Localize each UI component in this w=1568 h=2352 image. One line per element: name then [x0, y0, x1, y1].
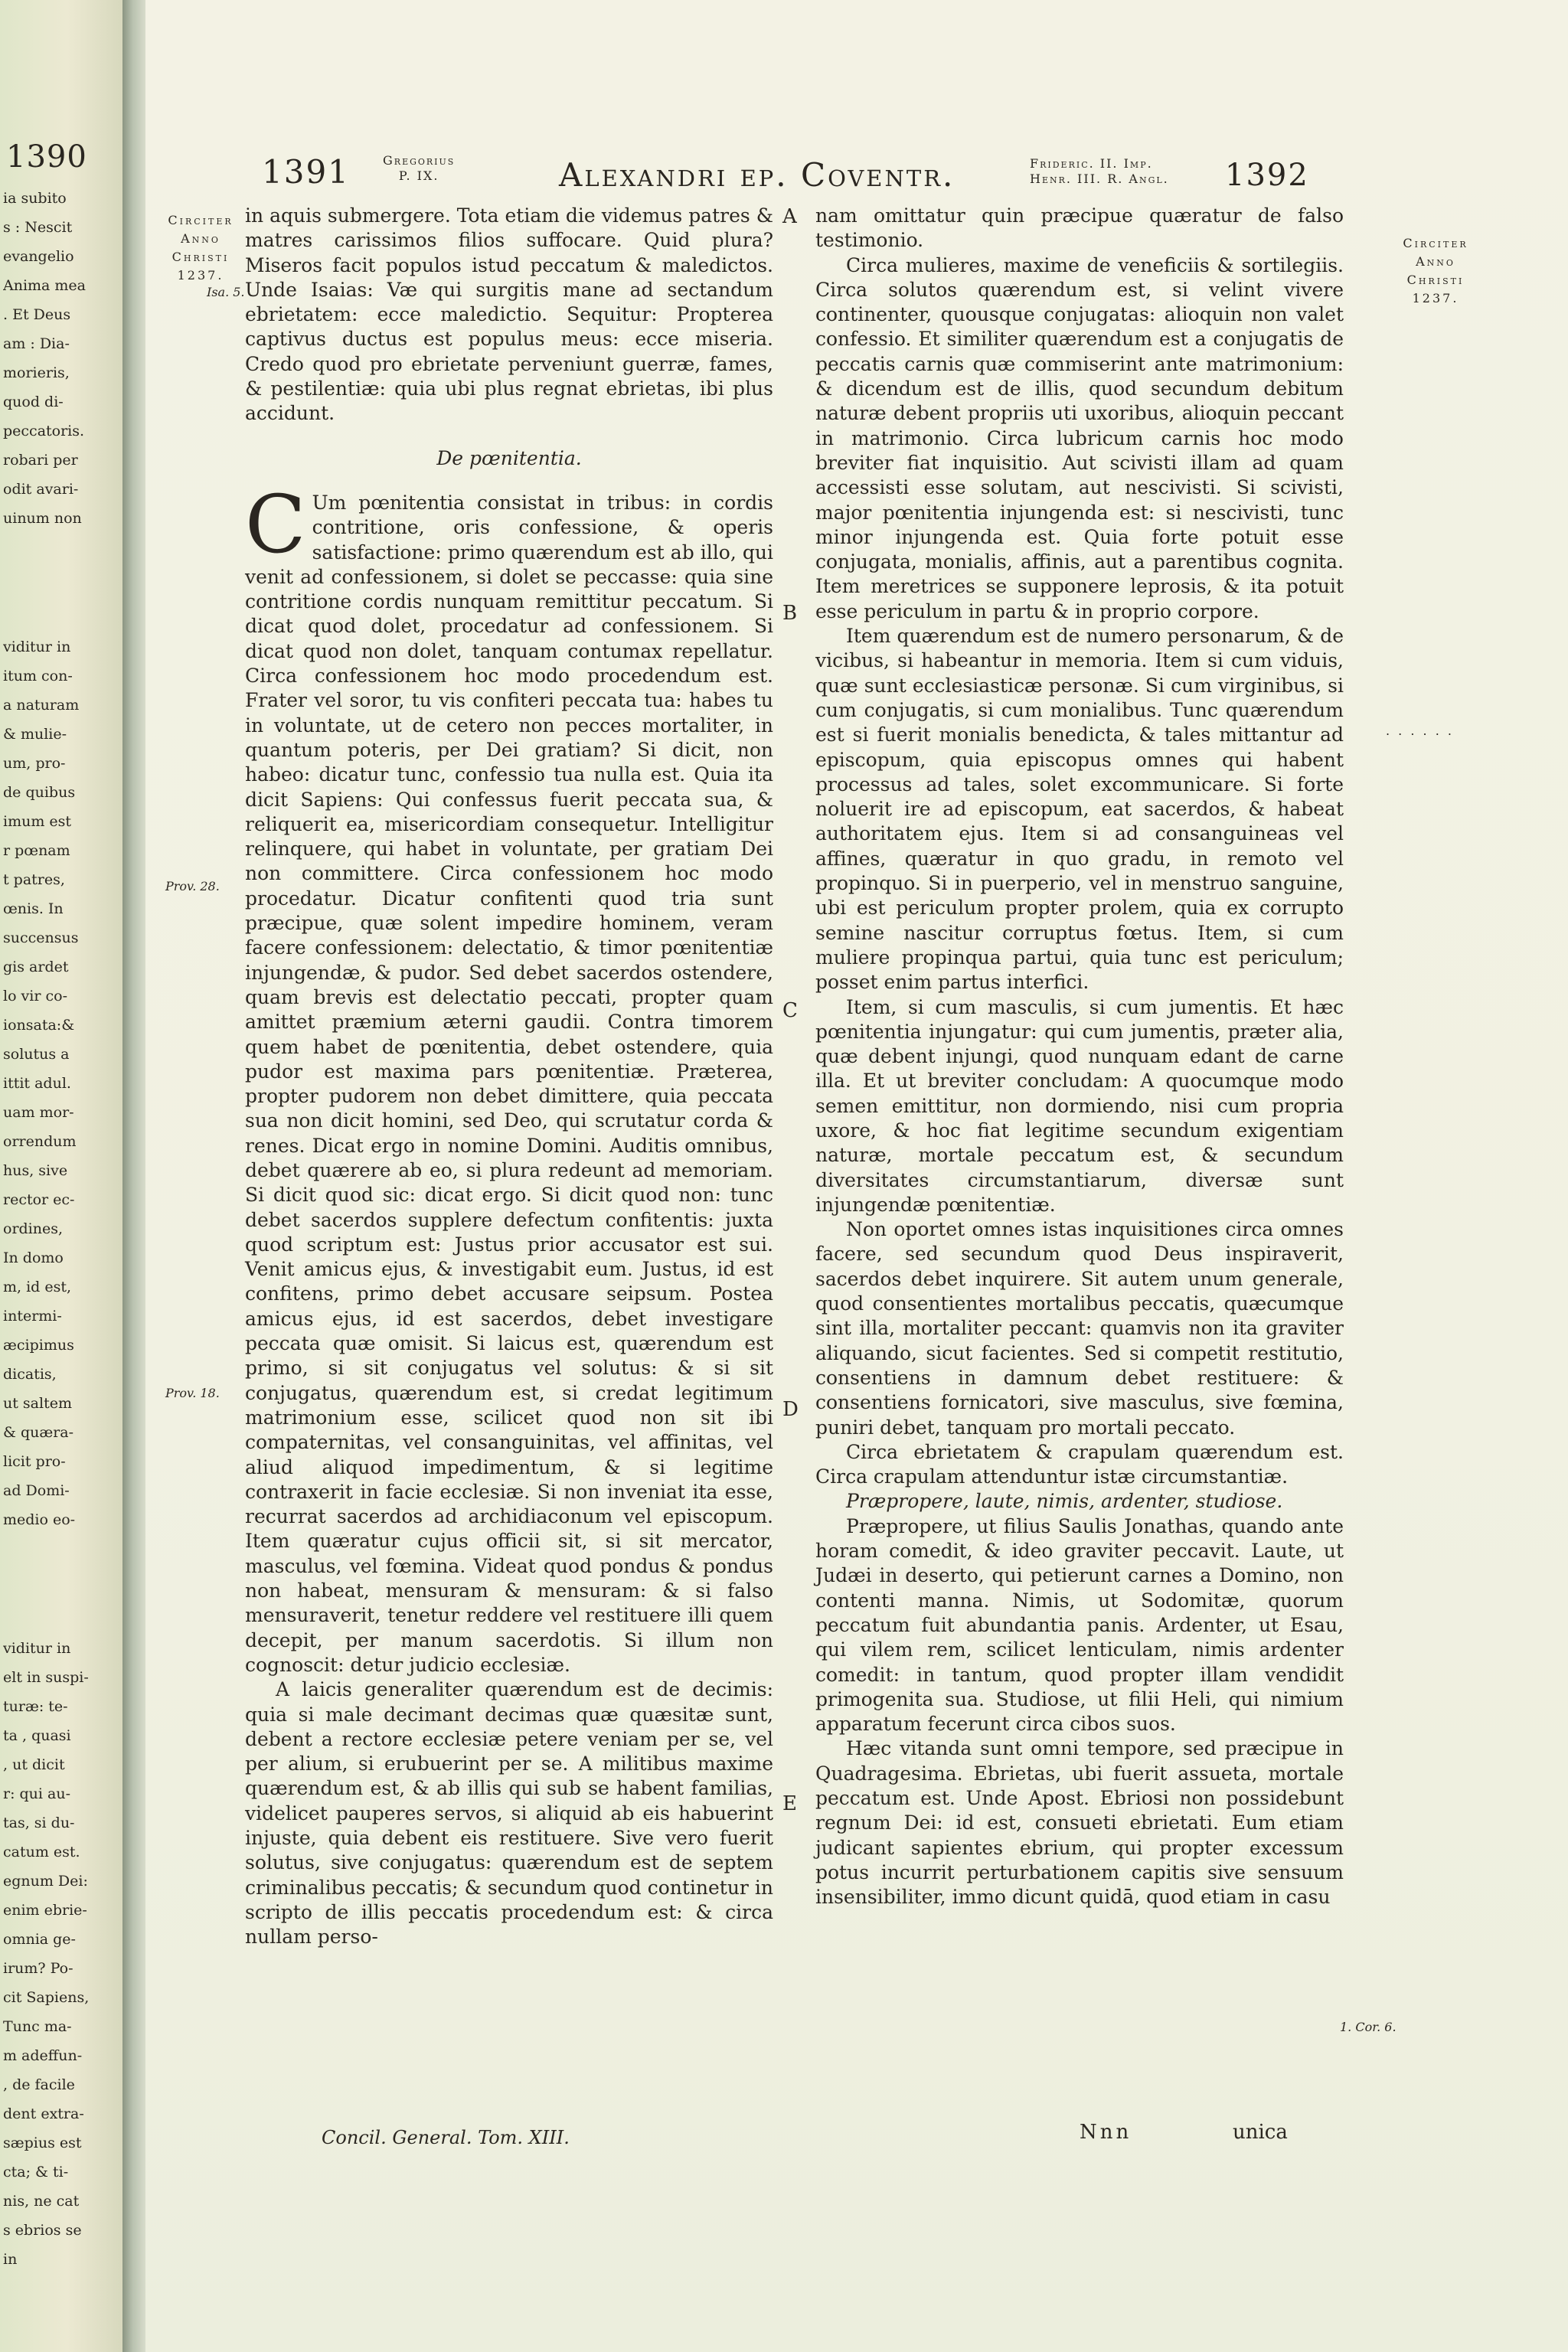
previous-page-line: am : Dia- — [3, 335, 70, 352]
previous-page-line: r pœnam — [3, 842, 70, 859]
margin-ref-proverbs-28: Prov. 28. — [165, 879, 220, 893]
previous-page-line: elt in suspi- — [3, 1669, 89, 1686]
previous-page-line: uinum non — [3, 510, 82, 527]
text-column-right — [815, 204, 1344, 1909]
margin-date-line: Christi — [172, 250, 230, 264]
previous-page-line: uam mor- — [3, 1104, 74, 1121]
previous-page-line: & quæra- — [3, 1424, 74, 1441]
previous-page-edge — [0, 0, 122, 2352]
previous-page-line: odit avari- — [3, 481, 79, 498]
previous-page-line: hus, sive — [3, 1162, 68, 1179]
previous-page-line: ionsata:& — [3, 1017, 75, 1034]
margin-date-line: Christi — [1406, 273, 1465, 287]
header-title: Alexandri ep. Coventr. — [559, 156, 956, 194]
previous-page-line: nis, ne cat — [3, 2193, 80, 2210]
footer-catchword: unica — [1233, 2121, 1288, 2144]
section-letter-d: D — [782, 1398, 799, 1421]
paragraph-inquisitiones: Non oportet omnes istas inquisitiones circa omnes facere, sed secundum quod Deus inspiraverit, sacerdos debet inquirere. Sit autem unum generale, quod consentientes mortalibus peccatis, quæcumque sint illa, mortaliter peccant: quamvis non ita graviter aliquando, sicut facientes. Sed si competit restitutio, consentiens in damnum debet restituere: & consentiens fornicatori, sive masculus, sive fœmina, puniri debet, tanquam pro mortali peccato. — [815, 1218, 1344, 1439]
header-pope-name: Gregorius — [383, 153, 456, 168]
previous-page-line: gis ardet — [3, 959, 69, 975]
book-gutter — [122, 0, 145, 2352]
margin-dots: . . . . . . — [1386, 724, 1454, 738]
previous-page-line: orrendum — [3, 1133, 77, 1150]
previous-page-line: In domo — [3, 1250, 64, 1266]
margin-ref-isaiah: Isa. 5. — [207, 285, 245, 299]
previous-page-line: ta , quasi — [3, 1727, 71, 1744]
margin-date-line: Anno — [1416, 254, 1455, 269]
previous-page-line: s : Nescit — [3, 219, 73, 236]
previous-page-line: ordines, — [3, 1220, 64, 1237]
previous-page-line: turæ: te- — [3, 1698, 68, 1715]
header-pope-number: P. IX. — [398, 168, 439, 183]
margin-date-right — [1393, 234, 1478, 308]
header-rulers — [1030, 156, 1169, 187]
previous-page-number: 1390 — [6, 139, 87, 175]
previous-page-line: ad Domi- — [3, 1482, 70, 1499]
page-number-right: 1392 — [1225, 158, 1309, 193]
previous-page-line: viditur in — [3, 639, 71, 655]
previous-page-line: m adeffun- — [3, 2047, 83, 2064]
margin-date-line: 1237. — [177, 268, 224, 283]
previous-page-line: solutus a — [3, 1046, 70, 1063]
header-king: Henr. III. R. Angl. — [1030, 172, 1169, 186]
paragraph-poenitentia-text: Um pœnitentia consistat in tribus: in cordis contritione, oris confessione, & operis satisfactione: primo quærendum est ab illo, qui venit ad confessionem, si dolet se peccasse: quia sine contritione cordis nunquam remittitur peccatum. Si dicat quod dolet, procedatur ad confessionem. Si dicat quod non dolet, tanquam contumax repellatur. Circa confessionem hoc modo procedendum est. Frater vel soror, tu vis confiteri peccata tua: habes tu in voluntate, ut de cetero non pecces mortaliter, in quantum poteris, per Dei gratiam? Si dicit, non habeo: dicatur tunc, confessio tua nulla est. Quia ita dicit Sapiens: Qui confessus fuerit peccata sua, & reliquerit ea, misericordiam consequetur. Intelligitur relinquere, qui habet in voluntate, per gratiam Dei non committere. Circa confessionem hoc modo procedatur. Dicatur confitenti quod tria sunt præcipue, quæ solent impedire hominem, veram facere confessionem: delectatio, & timor pœnitentiæ injungendæ, & pudor. Sed debet sacerdos ostendere, quam brevis est delectatio peccati, propter quam amittet præmium æterni gaudii. Contra timorem quem habet de pœnitentia, debet ostendere, quia pudor est maxima pars pœnitentiæ. Præterea, propter pudorem non debet dimittere, quia peccata sua non dicit homini, sed Deo, qui scrutatur corda & renes. Dicat ergo in nomine Domini. Auditis omnibus, debet quærere ab eo, si plura redeunt ad memoriam. Si dicit quod sic: dicat ergo. Si dicit quod non: tunc debet sacerdos supplere defectum confitentis: juxta quod scriptum est: Justus prior accusator est sui. Venit amicus ejus, & investigabit eum. Justus, id est confitens, primo debet accusare seipsum. Postea amicus ejus, id est sacerdos, debet investigare peccata quæ omisit. Si laicus est, quærendum est primo, si sit conjugatus vel solutus: & si sit conjugatus, quærendum est, si credat legitimum matrimonium esse, scilicet quod non sit ibi compaternitas, vel consanguinitas, vel affinitas, vel aliud aliquod impedimentum, & si legitime contraxerit in facie ecclesiæ. Si non inveniat ita esse, recurrat sacerdos ad archidiaconum vel episcopum. Item quæratur cujus officii sit, si sit mercator, masculus, vel fœmina. Videat quod pondus & pondus non habeat, mensuram & mensuram: & si falso mensuraverit, tenetur reddere vel restituere illi quem decepit, per manum sacerdotis. Si illum non cognoscit: detur judicio ecclesiæ. — [245, 491, 773, 1676]
previous-page-line: sæpius est — [3, 2135, 82, 2151]
margin-ref-proverbs-18: Prov. 18. — [165, 1386, 220, 1400]
margin-ref-corinthians: 1. Cor. 6. — [1340, 2020, 1396, 2034]
section-heading-poenitentia: De pœnitentia. — [436, 446, 582, 469]
margin-date-line: Circiter — [1403, 236, 1468, 250]
previous-page-line: succensus — [3, 929, 79, 946]
previous-page-line: , ut dicit — [3, 1756, 65, 1773]
paragraph-quadragesima: Hæc vitanda sunt omni tempore, sed præcipue in Quadragesima. Ebrietas, ubi fuerit assueta, mortale peccatum est. Unde Apost. Ebriosi non possidebunt regnum Dei: id est, consueti ebrietati. Eum etiam judicant sapientes ebrium, qui propter excessum potus incurrit perturbationem capitis sive sensuum insensibiliter, immo dicunt quidā, quod etiam in casu — [815, 1737, 1344, 1909]
previous-page-line: cta; & ti- — [3, 2164, 69, 2180]
previous-page-line: irum? Po- — [3, 1960, 74, 1977]
previous-page-line: in — [3, 2251, 18, 2268]
margin-date-line: Anno — [181, 231, 220, 246]
paragraph-masculis: Item, si cum masculis, si cum jumentis. Et hæc pœnitentia injungatur: qui cum jumentis, præter alia, quæ debent injungi, quod nunquam edant de carne illa. Et ut breviter concludam: A quocumque modo semen emittitur, non dormiendo, nisi cum propria uxore, & hoc fiat legitime secundum exigentiam naturæ, mortale peccatum est, & secundum diversitates circumstantiarum, diversæ sunt injungendæ pœnitentiæ. — [815, 995, 1344, 1216]
previous-page-line: dent extra- — [3, 2105, 84, 2122]
paragraph-ebrietas: in aquis submergere. Tota etiam die videmus patres & matres carissimos filios suffocare. Quid plura? Miseros facit populos istud peccatum & maledictos. Unde Isaias: Væ qui surgitis mane ad sectandum ebrietatem: ecce maledictio. Sequitur: Propterea captivus ductus est populus meus: ecce miseria. Credo quod pro ebrietate perveniunt guerræ, fames, & pestilentiæ: quia ubi plus regnat ebrietas, ibi plus accidunt. — [245, 204, 773, 425]
previous-page-line: ittit adul. — [3, 1075, 71, 1092]
previous-page-line: m, id est, — [3, 1279, 72, 1295]
previous-page-line: egnum Dei: — [3, 1873, 88, 1890]
paragraph-examples: Præpropere, ut filius Saulis Jonathas, quando ante horam comedit, & ideo graviter peccavit. Laute, ut Judæi in deserto, qui petierunt carnes a Domino, non contenti manna. Nimis, ut Sodomitæ, quorum peccatum fuit abundantia panis. Ardenter, ut Esau, qui vilem rem, scilicet lenticulam, nimis ardenter comedit: in tantum, quod propter illam vendidit primogenita sua. Studiose, ut filii Heli, qui nimium apparatum fecerunt circa cibos suos. — [815, 1514, 1344, 1736]
section-letter-a: A — [782, 205, 797, 228]
margin-date-line: 1237. — [1412, 291, 1459, 305]
previous-page-line: œnis. In — [3, 900, 64, 917]
previous-page-line: quod di- — [3, 394, 64, 410]
previous-page-line: catum est. — [3, 1844, 80, 1860]
previous-page-line: cit Sapiens, — [3, 1989, 90, 2006]
paragraph-decimis: A laicis generaliter quærendum est de decimis: quia si male decimant decimas quæ quæsitæ sunt, debent a rectore ecclesiæ petere veniam per se, vel per alium, si erubuerint per se. A militibus maxime quærendum est, & ab illis qui sub se habent familias, videlicet pauperes servos, si aliquid ab eis habuerint injuste, quia debent eis restituere. Sive vero fuerit solutus, sive conjugatus: quærendum est de septem criminalibus peccatis; & secundum quod continetur in scripto de illis peccatis procedendum est: & circa nullam perso- — [245, 1678, 773, 1949]
previous-page-line: morieris, — [3, 364, 70, 381]
previous-page-line: t patres, — [3, 871, 65, 888]
previous-page-line: ut saltem — [3, 1395, 72, 1412]
previous-page-line: a naturam — [3, 697, 80, 714]
footer-signature: Nnn — [1080, 2121, 1132, 2144]
previous-page-gap — [3, 1534, 118, 1634]
header-emperor: Frideric. II. Imp. — [1030, 156, 1153, 171]
previous-page-line: , de facile — [3, 2076, 75, 2093]
section-letter-c: C — [782, 999, 798, 1022]
section-letter-b: B — [782, 602, 798, 625]
previous-page-text — [3, 184, 118, 2274]
previous-page-line: enim ebrie- — [3, 1902, 87, 1919]
previous-page-line: itum con- — [3, 668, 73, 684]
previous-page-line: rector ec- — [3, 1191, 75, 1208]
previous-page-line: lo vir co- — [3, 988, 67, 1004]
previous-page-line: tas, si du- — [3, 1815, 75, 1831]
previous-page-line: evangelio — [3, 248, 74, 265]
previous-page-line: de quibus — [3, 784, 76, 801]
footer-volume: Concil. General. Tom. XIII. — [322, 2127, 570, 2148]
previous-page-line: licit pro- — [3, 1453, 66, 1470]
book-page — [145, 0, 1568, 2352]
previous-page-line: s ebrios se — [3, 2222, 82, 2239]
paragraph-circumstantiae-list: Præpropere, laute, nimis, ardenter, studiose. — [846, 1490, 1283, 1513]
page-number-left: 1391 — [262, 153, 350, 191]
margin-date-line: Circiter — [168, 213, 234, 227]
previous-page-line: r: qui au- — [3, 1785, 71, 1802]
previous-page-line: Tunc ma- — [3, 2018, 72, 2035]
previous-page-line: medio eo- — [3, 1511, 76, 1528]
previous-page-line: æcipimus — [3, 1337, 74, 1354]
section-letter-e: E — [782, 1792, 797, 1815]
paragraph-mulieres: Circa mulieres, maxime de veneficiis & sortilegiis. Circa solutos quærendum est, si velint vivere continenter, quousque conjugatas: alioquin non valet confessio. Et similiter quærendum est a conjugatis de peccatis carnis quæ commiserint ante matrimonium: & dicendum est de illis, quod secundum debitum naturæ debent propriis uti uxoribus, alioquin peccant in matrimonio. Circa lubricum carnis hoc modo breviter fiat inquisitio. Aut scivisti illam ad quam accessisti esse solutam, aut nescivisti. Si scivisti, major pœnitentia injungenda est: si nescivisti, tunc minor injungenda est. Quia forte potuit esse conjugata, monialis, affinis, aut a parentibus cognita. Item meretrices se supponere leprosis, & ita potuit esse periculum in partu & in proprio corpore. — [815, 253, 1344, 622]
previous-page-line: Anima mea — [3, 277, 87, 294]
paragraph-crapula: Circa ebrietatem & crapulam quærendum est. Circa crapulam attenduntur istæ circumstantiæ. — [815, 1440, 1344, 1488]
previous-page-line: imum est — [3, 813, 72, 830]
previous-page-line: & mulie- — [3, 726, 67, 743]
previous-page-line: dicatis, — [3, 1366, 57, 1383]
header-pope — [383, 153, 455, 184]
paragraph-poenitentia — [245, 477, 773, 1677]
previous-page-line: ia subito — [3, 190, 67, 207]
drop-cap: C — [245, 477, 306, 571]
paragraph-numero-personarum: Item quærendum est de numero personarum, & de vicibus, si habeantur in memoria. Item si cum viduis, quæ sunt ecclesiasticæ personæ. Si cum virginibus, si cum conjugatis, si cum monialibus. Tunc quærendum est si fuerit monialis benedicta, & tales mittantur ad episcopum, quia episcopus omnes qui habent processus ad tales, solet excommunicare. Si forte noluerit ire ad episcopum, eat sacerdos, & habeat authoritatem ejus. Item si ad consanguineas vel affines, quæratur in quo gradu, in remoto vel propinquo. Si in puerperio, vel in menstruo sanguine, ubi est periculum propter prolem, quia ex corrupto semine nascitur corruptus fœtus. Item, si cum muliere propinqua partui, quia tunc est periculum; posset enim partus interfici. — [815, 625, 1344, 994]
previous-page-line: intermi- — [3, 1308, 62, 1325]
previous-page-line: robari per — [3, 452, 78, 469]
previous-page-line: omnia ge- — [3, 1931, 76, 1948]
previous-page-line: um, pro- — [3, 755, 66, 772]
previous-page-line: . Et Deus — [3, 306, 71, 323]
text-column-left — [245, 204, 773, 1949]
margin-date-left — [162, 211, 239, 285]
paragraph-testimonio: nam omittatur quin præcipue quæratur de falso testimonio. — [815, 204, 1344, 252]
previous-page-gap — [3, 533, 118, 632]
previous-page-line: peccatoris. — [3, 423, 85, 439]
previous-page-line: viditur in — [3, 1640, 71, 1657]
